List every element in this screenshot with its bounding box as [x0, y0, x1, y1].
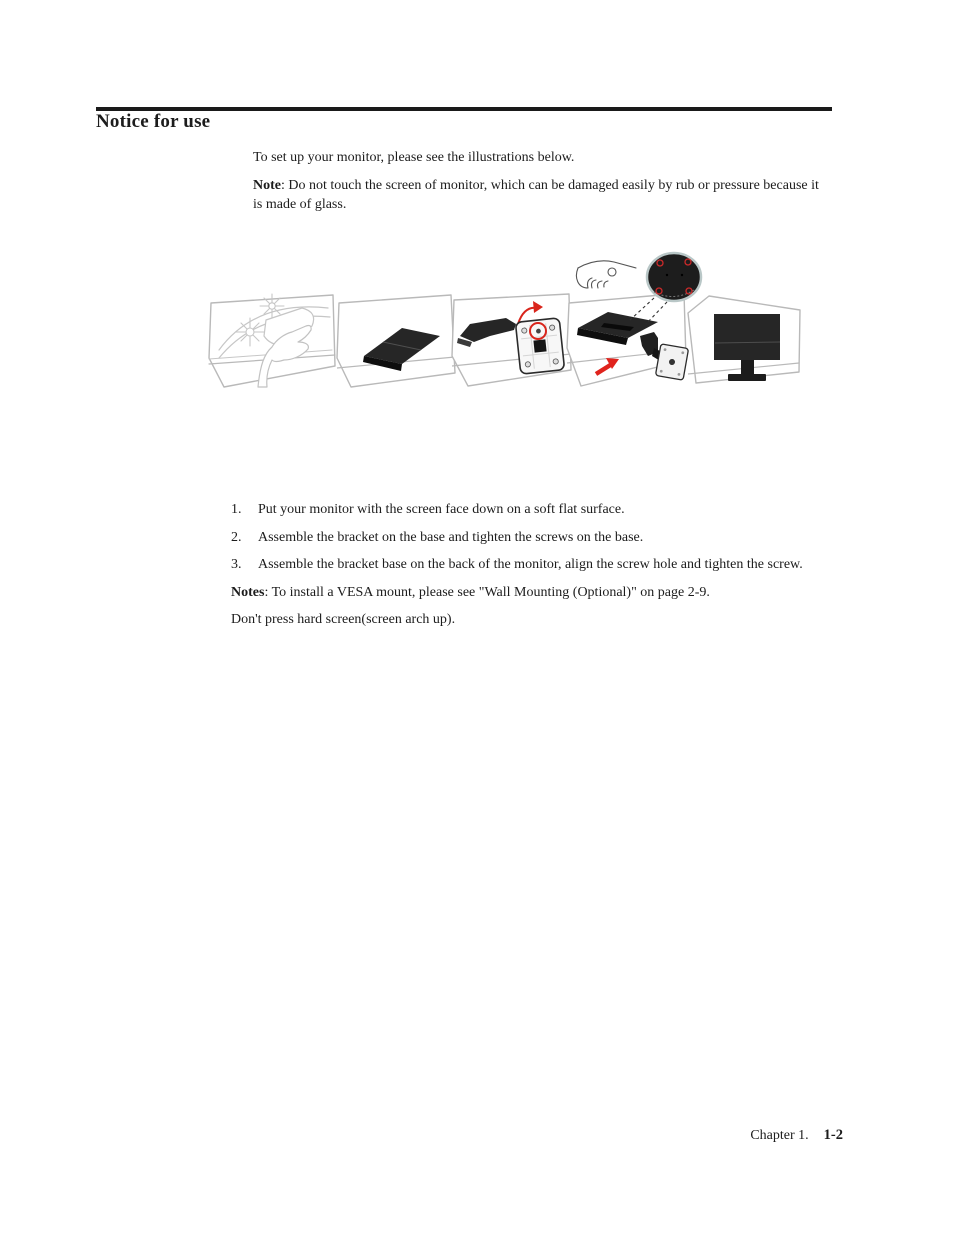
- page-title: Notice for use: [96, 111, 211, 132]
- illustration-monitor-face-down: [337, 295, 455, 387]
- setup-step-2: [231, 529, 803, 547]
- illustration-clean-screen: [209, 294, 335, 387]
- step-text: Put your monitor with the screen face down on a soft flat surface.: [258, 502, 625, 517]
- bracket-plate: [655, 344, 688, 380]
- illustration-bracket-base-screw: [452, 294, 571, 386]
- setup-illustrations: [206, 250, 806, 390]
- step-number: 1.: [231, 502, 242, 517]
- step-number: 3.: [231, 557, 242, 572]
- illustration-assemble-bracket-base: [567, 253, 701, 386]
- pointing-hand-icon: [576, 261, 636, 288]
- setup-illustrations-svg: [206, 250, 806, 390]
- base-underside-disc: [647, 253, 701, 301]
- footer-chapter-label: Chapter 1.: [750, 1128, 809, 1143]
- footer-page-number: 1-2: [823, 1127, 843, 1143]
- step-text: Assemble the bracket base on the back of the monitor, align the screw hole and tighten the screw.: [258, 557, 803, 572]
- page-footer: [750, 1127, 843, 1144]
- step-text: Assemble the bracket on the base and tighten the screws on the base.: [258, 529, 644, 545]
- setup-step-1: [231, 501, 803, 519]
- illustration-assembled-monitor: [688, 296, 800, 383]
- note-paragraph: [253, 177, 825, 214]
- notes-text: : To install a VESA mount, please see "Wall Mounting (Optional)" on page 2-9.: [264, 584, 710, 600]
- intro-text: To set up your monitor, please see the illustrations below.: [253, 150, 575, 165]
- caution-text: Don't press hard screen(screen arch up).: [231, 612, 456, 627]
- note-label: Note: [253, 178, 281, 193]
- note-text: : Do not touch the screen of monitor, which can be damaged easily by rub or pressure because it is made of glass.: [253, 178, 819, 212]
- setup-steps: [231, 501, 803, 639]
- notes-label: Notes: [231, 584, 265, 600]
- vesa-plate: [515, 318, 564, 374]
- setup-step-3: [231, 556, 803, 574]
- step-number: 2.: [231, 529, 242, 545]
- notes-paragraph: [231, 584, 803, 602]
